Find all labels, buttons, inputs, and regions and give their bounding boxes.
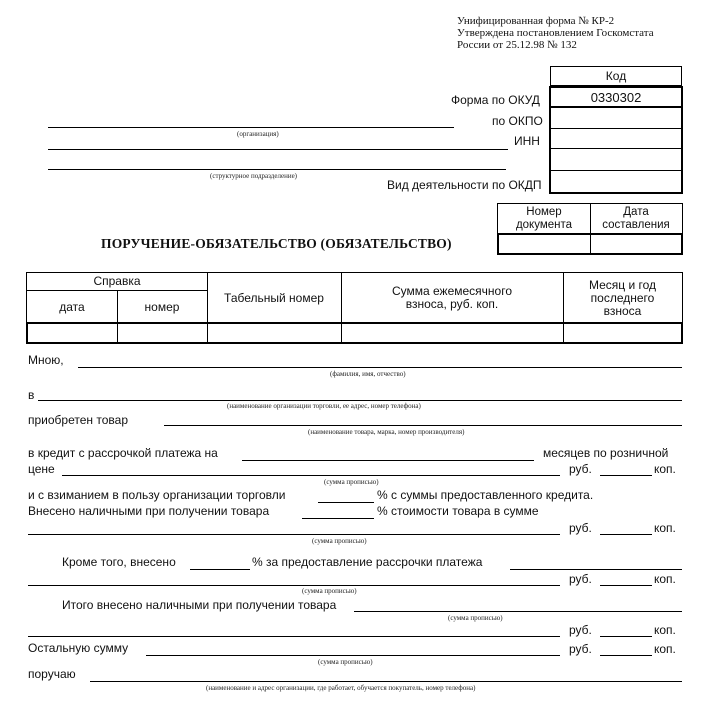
pct-cost-label: % стоимости товара в сумме: [377, 504, 539, 518]
tab-number-header: Табельный номер: [224, 290, 324, 305]
okpo-label: по ОКПО: [492, 114, 543, 128]
pct-rassrochka-label: % за предоставление рассрочки платежа: [252, 555, 483, 569]
kop-label-1: коп.: [654, 462, 676, 476]
poruchayu-label: поручаю: [28, 667, 76, 681]
pct-cost-line[interactable]: [302, 518, 374, 519]
okdp-label: Вид деятельности по ОКДП: [387, 178, 542, 192]
employer-line[interactable]: [90, 681, 682, 682]
krome-label: Кроме того, внесено: [62, 555, 176, 569]
okud-value: 0330302: [590, 89, 642, 105]
vzimaniem-label: и с взиманием в пользу организации торговли: [28, 488, 286, 502]
rub-line-2[interactable]: [600, 534, 652, 535]
ostalnuyu-label: Остальную сумму: [28, 641, 129, 655]
rassrochka-sum-caption: (сумма прописью): [302, 587, 357, 595]
kop-label-4: коп.: [654, 623, 676, 637]
rub-label-5: руб.: [569, 642, 592, 656]
okud-label: Форма по ОКУД: [451, 93, 540, 107]
org-trade-line[interactable]: [38, 400, 682, 401]
pct-credit-label: % с суммы предоставленного кредита.: [377, 488, 594, 502]
division-caption: (структурное подразделение): [210, 172, 298, 180]
cost-sum-caption: (сумма прописью): [312, 537, 367, 545]
kop-label-3: коп.: [654, 572, 676, 586]
itogo-line-2[interactable]: [28, 636, 560, 637]
priobreten-label: приобретен товар: [28, 413, 128, 427]
rassrochka-sum-line[interactable]: [510, 569, 682, 570]
fio-line[interactable]: [78, 367, 682, 368]
goods-caption: (наименование товара, марка, номер производителя): [308, 428, 465, 436]
organization-caption: (организация): [237, 130, 279, 138]
form-header-line2: Утверждена постановлением Госкомстата: [457, 27, 654, 39]
v-label: в: [28, 388, 35, 402]
code-cells-column: [549, 108, 683, 194]
rub-label-3: руб.: [569, 572, 592, 586]
ostalnuyu-line[interactable]: [146, 655, 560, 656]
kop-label-5: коп.: [654, 642, 676, 656]
pct-credit-line[interactable]: [318, 502, 374, 503]
months-line[interactable]: [242, 460, 534, 461]
organization-line[interactable]: [48, 127, 454, 128]
division-line[interactable]: [48, 169, 506, 170]
org-trade-caption: (наименование организации торговли, ее адрес, номер телефона): [227, 402, 421, 410]
itogo-caption: (сумма прописью): [448, 614, 503, 622]
organization-line-2[interactable]: [48, 149, 508, 150]
form-header-line3: России от 25.12.98 № 132: [457, 39, 577, 51]
rub-line-5[interactable]: [600, 655, 652, 656]
rub-label-4: руб.: [569, 623, 592, 637]
price-line[interactable]: [62, 475, 560, 476]
kop-label-2: коп.: [654, 521, 676, 535]
rub-label-2: руб.: [569, 521, 592, 535]
goods-line[interactable]: [164, 425, 682, 426]
doc-date-header: Дата составления: [602, 206, 670, 231]
kod-header: Код: [550, 66, 682, 86]
months-retail-label: месяцев по розничной: [543, 446, 669, 460]
month-header: Месяц и год последнего взноса: [588, 277, 657, 318]
price-caption: (сумма прописью): [324, 478, 379, 486]
document-title: ПОРУЧЕНИЕ-ОБЯЗАТЕЛЬСТВО (ОБЯЗАТЕЛЬСТВО): [101, 236, 452, 251]
main-table-value-row[interactable]: [26, 322, 683, 344]
rub-line-3[interactable]: [600, 585, 652, 586]
form-header-line1: Унифицированная форма № КР-2: [457, 15, 615, 27]
credit-label: в кредит с рассрочкой платежа на: [28, 446, 218, 460]
rassrochka-sum-line-2[interactable]: [28, 585, 560, 586]
pct-rassrochka-line[interactable]: [190, 569, 250, 570]
ostalnuyu-caption: (сумма прописью): [318, 658, 373, 666]
itogo-label: Итого внесено наличными при получении товара: [62, 598, 337, 612]
vneseno-label: Внесено наличными при получении товара: [28, 504, 270, 518]
cost-sum-line[interactable]: [28, 534, 560, 535]
doc-values-row[interactable]: [497, 233, 683, 255]
rub-line-4[interactable]: [600, 636, 652, 637]
rub-line-1[interactable]: [600, 475, 652, 476]
cene-label: цене: [28, 462, 55, 476]
employer-caption: (наименование и адрес организации, где работает, обучается покупатель, номер телефона): [206, 684, 476, 692]
mnoyu-label: Мною,: [28, 353, 64, 367]
doc-number-header: Номер документа: [515, 206, 573, 231]
itogo-line[interactable]: [354, 611, 682, 612]
number-header: номер: [144, 299, 180, 314]
okud-cell[interactable]: [549, 86, 683, 108]
fio-caption: (фамилия, имя, отчество): [330, 370, 406, 378]
sum-header: Сумма ежемесячного взноса, руб. коп.: [391, 284, 513, 311]
spravka-header: Справка: [93, 274, 141, 288]
inn-label: ИНН: [514, 134, 540, 148]
date-header: дата: [59, 299, 85, 314]
rub-label-1: руб.: [569, 462, 592, 476]
